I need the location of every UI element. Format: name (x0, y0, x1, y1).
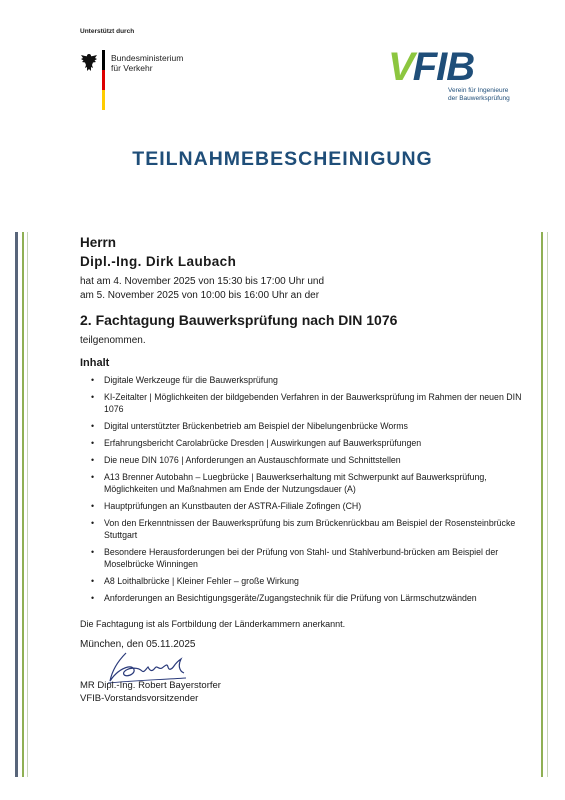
list-item: • A8 Loithalbrücke | Kleiner Fehler – große Wirkung (104, 575, 530, 587)
signer-role: VFIB-Vorstandsvorsitzender (80, 693, 199, 704)
list-item: • Digital unterstützter Brückenbetrieb am Beispiel der Nibelungenbrücke Worms (104, 420, 530, 432)
certificate-body (80, 234, 530, 705)
inhalt-heading: Inhalt (80, 357, 110, 369)
list-item: • Besondere Herausforderungen bei der Prüfung von Stahl- und Stahlverbund-brücken am Beispiel der Moselbrücke Winningen (104, 546, 530, 570)
ministry-name-line2: für Verkehr (111, 63, 153, 73)
supported-by-label: Unterstützt durch (80, 28, 135, 35)
list-item: • Die neue DIN 1076 | Anforderungen an Austauschformate und Schnittstellen (104, 454, 530, 466)
right-border-rule-green (541, 232, 543, 777)
federal-eagle-icon (80, 53, 98, 73)
signer-name: MR Dipl.-Ing. Robert Bayerstorfer (80, 680, 221, 691)
list-item: • Hauptprüfungen an Kunstbauten der ASTRA-Filiale Zofingen (CH) (104, 500, 530, 512)
german-flag-bar (102, 50, 105, 110)
list-item: • Digitale Werkzeuge für die Bauwerksprüfung (104, 374, 530, 386)
ministry-name-line1: Bundesministerium (111, 53, 184, 63)
ministry-name (111, 53, 183, 73)
vfib-logo-subtitle (448, 87, 528, 103)
left-border-rule-dark (15, 232, 18, 777)
vfib-logo-v: V (388, 45, 413, 89)
attendance-line1: hat am 4. November 2025 von 15:30 bis 17:00 Uhr und (80, 276, 325, 287)
vfib-wordmark (388, 45, 528, 89)
left-border-rule-light (27, 232, 28, 777)
ministry-logo (80, 50, 183, 110)
list-item: • KI-Zeitalter | Möglichkeiten der bildgebenden Verfahren in der Bauwerksprüfung im Rahmen der neuen DIN 1076 (104, 391, 530, 415)
vfib-subtitle-line2: der Bauwerksprüfung (448, 95, 510, 102)
certification-note: Die Fachtagung ist als Fortbildung der Länderkammern anerkannt. (80, 619, 346, 629)
place-date: München, den 05.11.2025 (80, 639, 196, 650)
left-border-rule-green (22, 232, 24, 777)
vfib-logo (388, 45, 528, 103)
recipient-salutation: Herrn (80, 235, 117, 250)
list-item: • Von den Erkenntnissen der Bauwerksprüfung bis zum Brückenrückbau am Beispiel der Rosensteinbrücke Stuttgart (104, 517, 530, 541)
attendance-line2: am 5. November 2025 von 10:00 bis 16:00 Uhr an der (80, 290, 320, 301)
right-border-rule-light (547, 232, 548, 777)
vfib-subtitle-line1: Verein für Ingenieure (448, 87, 509, 94)
participated-text: teilgenommen. (80, 335, 146, 346)
event-title: 2. Fachtagung Bauwerksprüfung nach DIN 1076 (80, 312, 398, 328)
list-item: • Erfahrungsbericht Carolabrücke Dresden | Auswirkungen auf Bauwerksprüfungen (104, 437, 530, 449)
recipient-name: Dipl.-Ing. Dirk Laubach (80, 254, 237, 269)
attendance-text (80, 275, 530, 303)
list-item: • A13 Brenner Autobahn – Luegbrücke | Bauwerkserhaltung mit Schwerpunkt auf Bauwerksprüfung, Möglichkeiten und Maßnahmen am Ende der Nutzungsdauer (A) (104, 471, 530, 495)
list-item: • Anforderungen an Besichtigungsgeräte/Zugangstechnik für die Prüfung von Lärmschutzwänden (104, 592, 530, 604)
vfib-logo-fib: FIB (412, 45, 475, 89)
inhalt-list (80, 374, 530, 604)
document-title: TEILNAHMEBESCHEINIGUNG (132, 148, 433, 170)
